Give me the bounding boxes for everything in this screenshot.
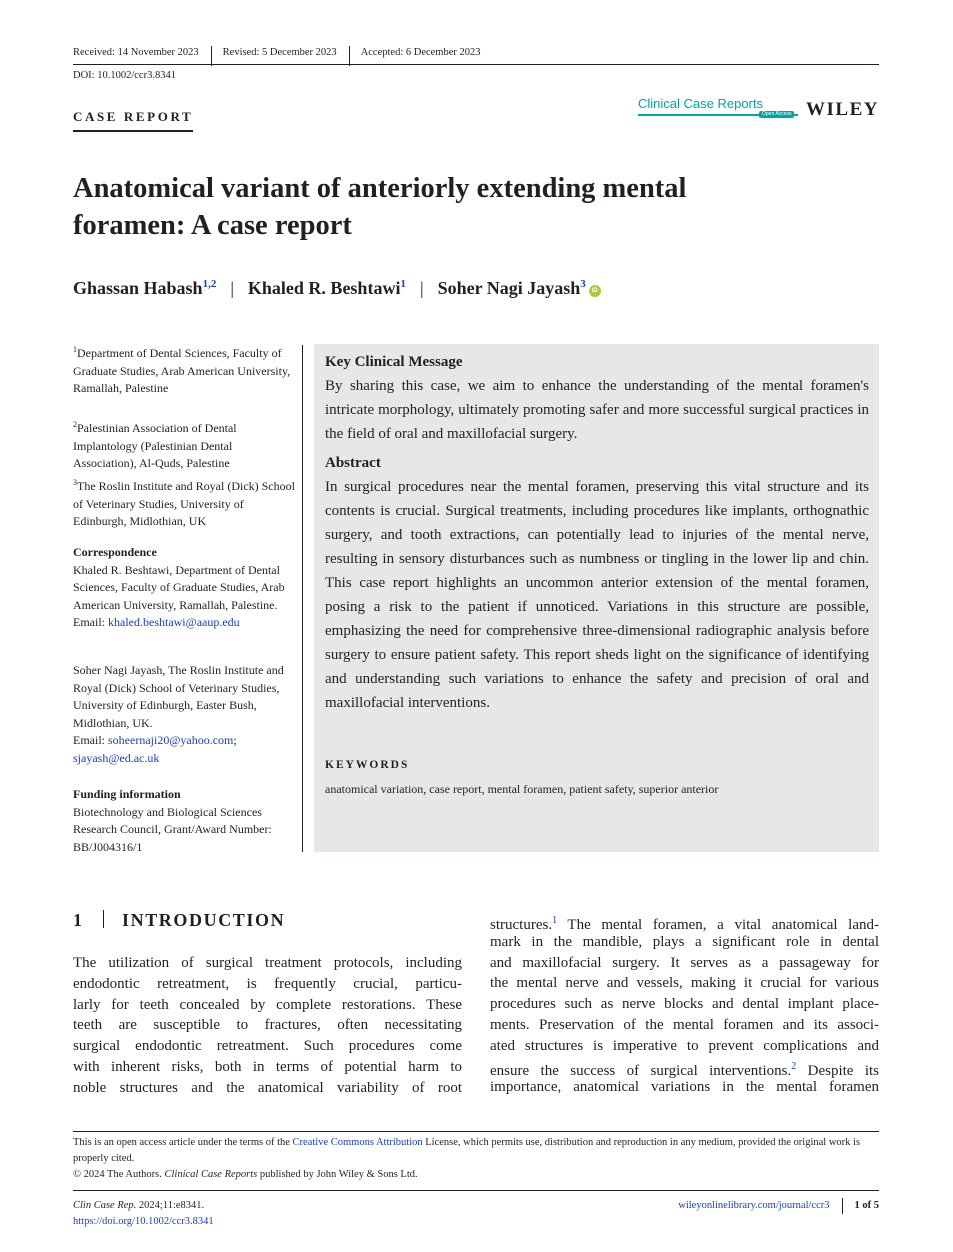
paragraph-line: surgical endodontic retreatment. Such procedures come <box>73 1038 462 1055</box>
revised-date: Revised: 5 December 2023 <box>223 46 350 66</box>
paragraph-line: The utilization of surgical treatment protocols, including <box>73 955 462 971</box>
citation-block <box>73 1198 214 1230</box>
email-label: Email: <box>73 615 108 630</box>
author-separator: | <box>419 278 424 298</box>
funding-text: Biotechnology and Biological Sciences Research Council, Grant/Award Number: BB/J004316/1 <box>73 804 272 854</box>
publication-dates <box>73 46 879 66</box>
citation-volume: 2024;11:e8341. <box>136 1200 205 1211</box>
affiliation-text: Department of Dental Sciences, Faculty of Graduate Studies, Arab American University, Ramallah, Palestine <box>73 346 291 396</box>
affiliation-number: 1 <box>73 345 77 354</box>
title-line-1: Anatomical variant of anteriorly extending mental <box>73 173 687 204</box>
footer-rule <box>73 1131 879 1132</box>
paragraph-line: teeth are susceptible to fractures, often necessitating <box>73 1017 462 1034</box>
citation-journal: Clin Case Rep. <box>73 1200 137 1211</box>
journal-name: Clinical Case Reports <box>638 96 763 111</box>
key-clinical-message-heading: Key Clinical Message <box>325 354 463 370</box>
author-name[interactable]: Soher Nagi Jayash <box>437 278 581 298</box>
affiliation-text: Palestinian Association of Dental Implantology (Palestinian Dental Association), Al-Quds, Palestine <box>73 421 237 471</box>
affiliation-number: 2 <box>73 420 77 429</box>
journal-website-link[interactable]: wileyonlinelibrary.com/journal/ccr3 <box>678 1200 830 1211</box>
journal-logo[interactable] <box>638 96 798 120</box>
section-title: INTRODUCTION <box>122 910 286 930</box>
email-link[interactable]: sjayash@ed.ac.uk <box>73 750 160 765</box>
author-name[interactable]: Khaled R. Beshtawi <box>247 278 401 298</box>
paragraph-line: mark in the mandible, plays a significant role in dental <box>490 933 879 950</box>
license-text <box>73 1135 879 1167</box>
doi-link[interactable]: https://doi.org/10.1002/ccr3.8341 <box>73 1216 214 1227</box>
reference-link[interactable]: 2 <box>791 1060 797 1072</box>
correspondence-block-2 <box>73 662 291 768</box>
abstract-heading: Abstract <box>325 455 381 471</box>
text-run: This is an open access article under the terms of the <box>73 1137 293 1148</box>
author-name[interactable]: Ghassan Habash <box>73 278 203 298</box>
keywords-heading: KEYWORDS <box>325 759 410 771</box>
reference-link[interactable]: 1 <box>552 915 558 926</box>
key-clinical-message-text: By sharing this case, we aim to enhance the understanding of the mental foramen's intricate morphology, ultimately promoting safer and more successful surgical practices in the field of oral and maxillofacial surgery. <box>325 378 869 442</box>
paragraph-line: ated structures is imperative to prevent complications and <box>490 1037 879 1054</box>
intro-right-column <box>490 911 879 1098</box>
abstract-text: In surgical procedures near the mental foramen, preserving this vital structure and its contents is crucial. Surgical treatments, including procedures like implants, orthognathic surgery, and tooth extractions, can potentially lead to injuries of the mental nerve, resulting in sensory disturbances such as numbness or tingling in the lower lip and chin. This case report highlights an uncommon anterior extension of the mental foramen, posing a risk to the patient if unnoticed. Variations in this structure are possible, emphasizing the need for comprehensive three-dimensional radiographic analysis before surgery to ensure patient safety. This report sheds light on the significance of identifying and understanding such variations to enhance the safety and precision of oral and maxillofacial interventions. <box>325 479 869 711</box>
section-number: 1 <box>73 910 84 930</box>
correspondence-entry: Khaled R. Beshtawi, Department of Dental Sciences, Faculty of Graduate Studies, Arab American University, Ramallah, Palestine. <box>73 562 285 612</box>
license-link[interactable]: Creative Commons Attribution <box>292 1137 423 1148</box>
citation-line <box>73 1198 214 1214</box>
email-link[interactable]: soheernaji20@yahoo.com <box>108 733 234 748</box>
column-divider <box>302 345 303 852</box>
affiliation-number: 3 <box>73 478 77 487</box>
correspondence-entry: Soher Nagi Jayash, The Roslin Institute and Royal (Dick) School of Veterinary Studies, University of Edinburgh, Easter Bush, Midlothian, UK. <box>73 663 284 730</box>
doi-top: DOI: 10.1002/ccr3.8341 <box>73 70 176 81</box>
paragraph-line: larly for teeth concealed by complete restorations. These <box>73 996 462 1013</box>
text-run: © 2024 The Authors. <box>73 1169 165 1180</box>
article-type: CASE REPORT <box>73 109 193 132</box>
correspondence-email-line-2 <box>73 750 291 768</box>
paragraph-line: the mental nerve and vessels, making it crucial for various <box>490 975 879 992</box>
author-affiliation-ref[interactable]: 3 <box>580 278 586 290</box>
paragraph-line: endodontic retreatment, is frequently crucial, particu- <box>73 975 462 992</box>
text-run: Despite its <box>796 1062 880 1079</box>
paragraph-line <box>490 1057 879 1078</box>
footer-right <box>678 1198 879 1214</box>
citation-doi-line <box>73 1214 214 1230</box>
paragraph-line: importance, anatomical variations in the mental foramen <box>490 1079 879 1096</box>
correspondence-email-line <box>73 614 291 632</box>
correspondence-email-line <box>73 732 291 750</box>
title-line-2: foramen: A case report <box>73 210 352 241</box>
paragraph-line <box>490 911 879 932</box>
license-notice <box>73 1135 879 1183</box>
intro-left-column <box>73 953 462 1099</box>
email-separator: ; <box>233 733 237 748</box>
author-separator: | <box>230 278 234 298</box>
correspondence-heading: Correspondence <box>73 545 157 559</box>
article-title <box>73 170 833 244</box>
section-heading-bar <box>103 910 104 928</box>
paragraph-line: procedures such as nerve blocks and dental implant place- <box>490 996 879 1013</box>
affiliation-1 <box>73 341 295 398</box>
author-affiliation-ref[interactable]: 1,2 <box>202 278 217 290</box>
keywords-list: anatomical variation, case report, mental foramen, patient safety, superior anterior <box>325 782 719 796</box>
text-run: License, which permits use, distribution and reproduction in any medium, provided the original work is properly cited. <box>73 1137 861 1164</box>
publisher-logo[interactable]: WILEY <box>806 99 879 120</box>
email-link[interactable]: khaled.beshtawi@aaup.edu <box>108 615 240 630</box>
page-number: 1 of 5 <box>842 1198 880 1214</box>
accepted-date: Accepted: 6 December 2023 <box>360 47 481 58</box>
footer-rule-2 <box>73 1190 879 1191</box>
funding-heading: Funding information <box>73 787 181 801</box>
orcid-icon[interactable]: iD <box>589 285 601 297</box>
text-run: structures. <box>490 917 553 933</box>
affiliation-text: The Roslin Institute and Royal (Dick) School of Veterinary Studies, University of Edinburgh, Midlothian, UK <box>73 479 295 529</box>
author-list <box>73 278 601 299</box>
header-rule <box>73 64 879 65</box>
correspondence-block <box>73 544 291 632</box>
paragraph-line: and maxillofacial surgery. It serves as a passageway for <box>490 954 879 971</box>
affiliation-3 <box>73 474 295 531</box>
text-run: published by John Wiley & Sons Ltd. <box>257 1169 418 1180</box>
paragraph-line: with inherent risks, both in terms of potential harm to <box>73 1058 462 1075</box>
section-heading-introduction <box>73 910 285 931</box>
paragraph-line: ments. Preservation of the mental foramen and its associ- <box>490 1016 879 1033</box>
funding-block <box>73 786 291 856</box>
email-label: Email: <box>73 733 108 748</box>
journal-title-italic: Clinical Case Reports <box>164 1169 258 1180</box>
author-affiliation-ref[interactable]: 1 <box>400 278 406 290</box>
open-access-badge: Open Access <box>759 111 794 118</box>
text-run: ensure the success of surgical interventions. <box>490 1062 792 1079</box>
paragraph-line: noble structures and the anatomical variability of root <box>73 1079 462 1096</box>
text-run: The mental foramen, a vital anatomical land- <box>557 917 879 933</box>
copyright-line <box>73 1167 879 1183</box>
affiliation-2 <box>73 416 295 473</box>
received-date: Received: 14 November 2023 <box>73 46 212 66</box>
